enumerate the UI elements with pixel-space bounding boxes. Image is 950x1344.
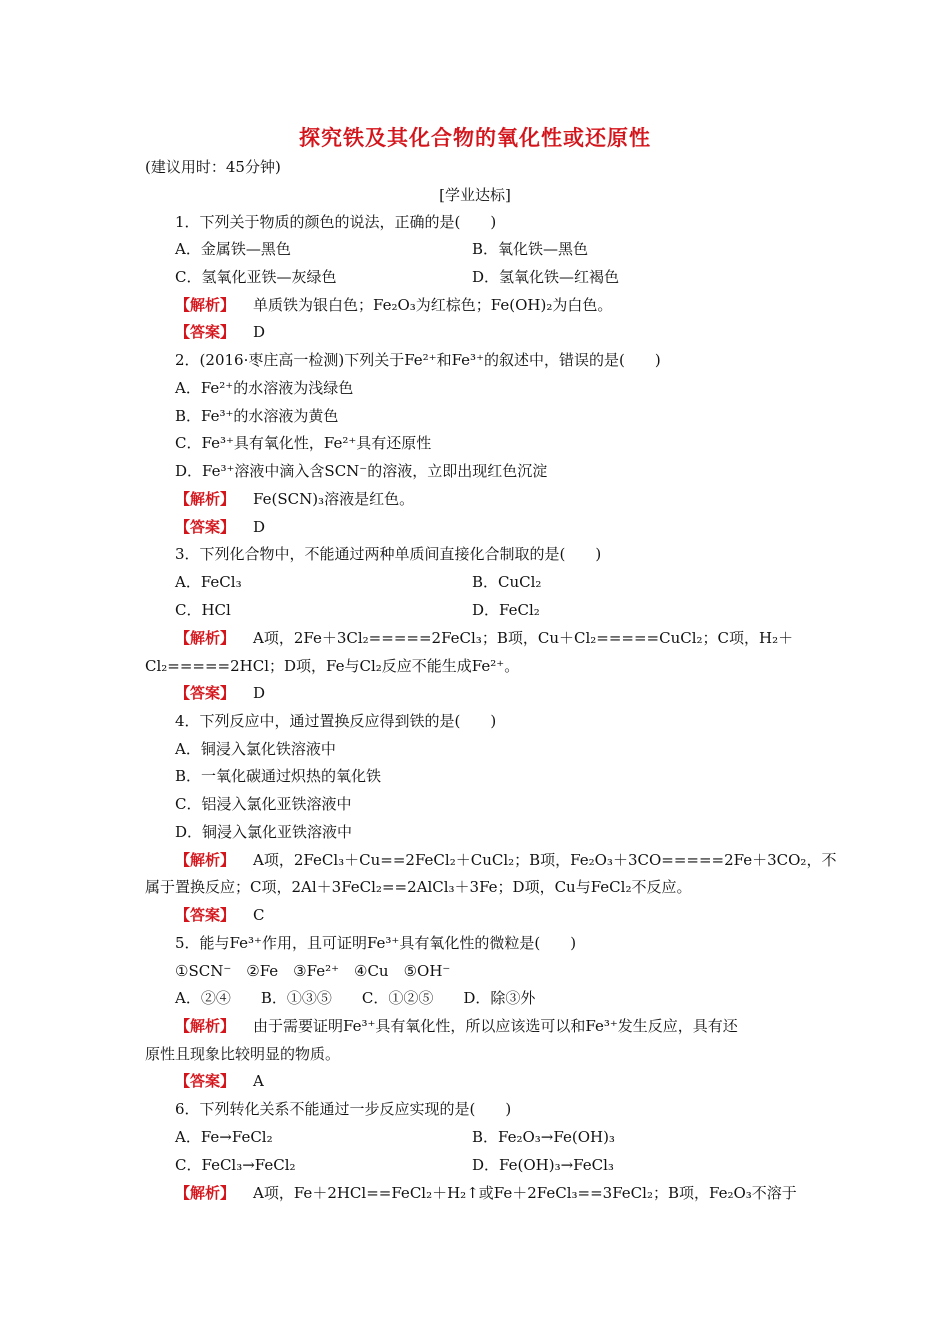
q5-items: ①SCN⁻ ②Fe ③Fe²⁺ ④Cu ⑤OH⁻ — [175, 962, 451, 980]
q2-option-d: D．Fe³⁺溶液中滴入含SCN⁻的溶液，立即出现红色沉淀 — [175, 462, 548, 480]
q3-stem: 3．下列化合物中，不能通过两种单质间直接化合制取的是( ) — [175, 545, 602, 563]
q6-stem: 6．下列转化关系不能通过一步反应实现的是( ) — [175, 1100, 512, 1118]
q3-option-b: B．CuCl₂ — [472, 573, 542, 591]
q4-answer — [175, 905, 265, 927]
q4-option-d: D．铜浸入氯化亚铁溶液中 — [175, 823, 353, 841]
answer-label: 【答案】 — [175, 684, 236, 702]
q6-analysis — [175, 1183, 797, 1205]
q3-answer-text: D — [253, 684, 266, 702]
q4-stem: 4．下列反应中，通过置换反应得到铁的是( ) — [175, 712, 497, 730]
q2-option-a: A．Fe²⁺的水溶液为浅绿色 — [175, 379, 354, 397]
q1-option-b: B．氧化铁—黑色 — [472, 240, 589, 258]
q5-analysis — [175, 1016, 738, 1038]
analysis-label: 【解析】 — [175, 1017, 236, 1035]
q6-option-a: A．Fe→FeCl₂ — [175, 1128, 273, 1146]
q4-analysis-text-1: A项，2FeCl₃＋Cu==2FeCl₂＋CuCl₂；B项，Fe₂O₃＋3CO=====2Fe＋3CO₂，不 — [253, 851, 837, 869]
q2-analysis-text: Fe(SCN)₃溶液是红色。 — [253, 490, 415, 508]
q4-option-a: A．铜浸入氯化铁溶液中 — [175, 740, 336, 758]
q6-analysis-text-1: A项，Fe＋2HCl==FeCl₂＋H₂↑或Fe＋2FeCl₃==3FeCl₂；B项，Fe₂O₃不溶于 — [253, 1184, 797, 1202]
q1-analysis — [175, 295, 612, 317]
q3-analysis-text-1: A项，2Fe＋3Cl₂=====2FeCl₃；B项，Cu＋Cl₂=====CuCl₂；C项，H₂＋ — [253, 629, 794, 647]
q2-analysis — [175, 489, 414, 511]
document-title: 探究铁及其化合物的氧化性或还原性 — [299, 126, 651, 150]
time-note: (建议用时：45分钟) — [145, 158, 281, 176]
q4-answer-text: C — [253, 906, 265, 924]
analysis-label: 【解析】 — [175, 1184, 236, 1202]
q2-option-b: B．Fe³⁺的水溶液为黄色 — [175, 407, 339, 425]
q2-option-c: C．Fe³⁺具有氧化性，Fe²⁺具有还原性 — [175, 434, 432, 452]
q2-answer — [175, 517, 265, 539]
q5-options: A．②④ B．①③⑤ C．①②⑤ D．除③外 — [175, 989, 536, 1007]
q4-option-b: B．一氧化碳通过炽热的氧化铁 — [175, 767, 382, 785]
answer-label: 【答案】 — [175, 1072, 236, 1090]
answer-label: 【答案】 — [175, 906, 236, 924]
q6-option-c: C．FeCl₃→FeCl₂ — [175, 1156, 296, 1174]
q1-option-c: C．氢氧化亚铁—灰绿色 — [175, 268, 337, 286]
q5-analysis-text-1: 由于需要证明Fe³⁺具有氧化性，所以应该选可以和Fe³⁺发生反应，具有还 — [253, 1017, 738, 1035]
q4-option-c: C．铝浸入氯化亚铁溶液中 — [175, 795, 352, 813]
q5-answer — [175, 1071, 264, 1093]
q2-answer-text: D — [253, 518, 266, 536]
analysis-label: 【解析】 — [175, 490, 236, 508]
q1-option-d: D．氢氧化铁—红褐色 — [472, 268, 620, 286]
q1-answer — [175, 322, 265, 344]
q1-analysis-text: 单质铁为银白色；Fe₂O₃为红棕色；Fe(OH)₂为白色。 — [253, 296, 613, 314]
q5-stem: 5．能与Fe³⁺作用，且可证明Fe³⁺具有氧化性的微粒是( ) — [175, 934, 577, 952]
q3-answer — [175, 683, 265, 705]
q1-option-a: A．金属铁—黑色 — [175, 240, 291, 258]
q3-option-d: D．FeCl₂ — [472, 601, 540, 619]
q1-stem: 1．下列关于物质的颜色的说法，正确的是( ) — [175, 213, 497, 231]
q3-analysis — [175, 628, 793, 650]
q6-option-b: B．Fe₂O₃→Fe(OH)₃ — [472, 1128, 615, 1146]
analysis-label: 【解析】 — [175, 296, 236, 314]
q1-answer-text: D — [253, 323, 266, 341]
answer-label: 【答案】 — [175, 518, 236, 536]
q4-analysis-text-2: 属于置换反应；C项，2Al＋3FeCl₂==2AlCl₃＋3Fe；D项，Cu与FeCl₂不反应。 — [145, 878, 692, 896]
q3-analysis-text-2: Cl₂=====2HCl；D项，Fe与Cl₂反应不能生成Fe²⁺。 — [145, 657, 520, 675]
q3-option-c: C．HCl — [175, 601, 231, 619]
q2-stem: 2．(2016·枣庄高一检测)下列关于Fe²⁺和Fe³⁺的叙述中，错误的是( ) — [175, 351, 661, 369]
q5-answer-text: A — [253, 1072, 264, 1090]
q4-analysis — [175, 850, 836, 872]
analysis-label: 【解析】 — [175, 851, 236, 869]
section-heading: [学业达标] — [439, 186, 511, 204]
answer-label: 【答案】 — [175, 323, 236, 341]
q5-analysis-text-2: 原性且现象比较明显的物质。 — [145, 1045, 341, 1063]
q6-option-d: D．Fe(OH)₃→FeCl₃ — [472, 1156, 614, 1174]
analysis-label: 【解析】 — [175, 629, 236, 647]
q3-option-a: A．FeCl₃ — [175, 573, 242, 591]
